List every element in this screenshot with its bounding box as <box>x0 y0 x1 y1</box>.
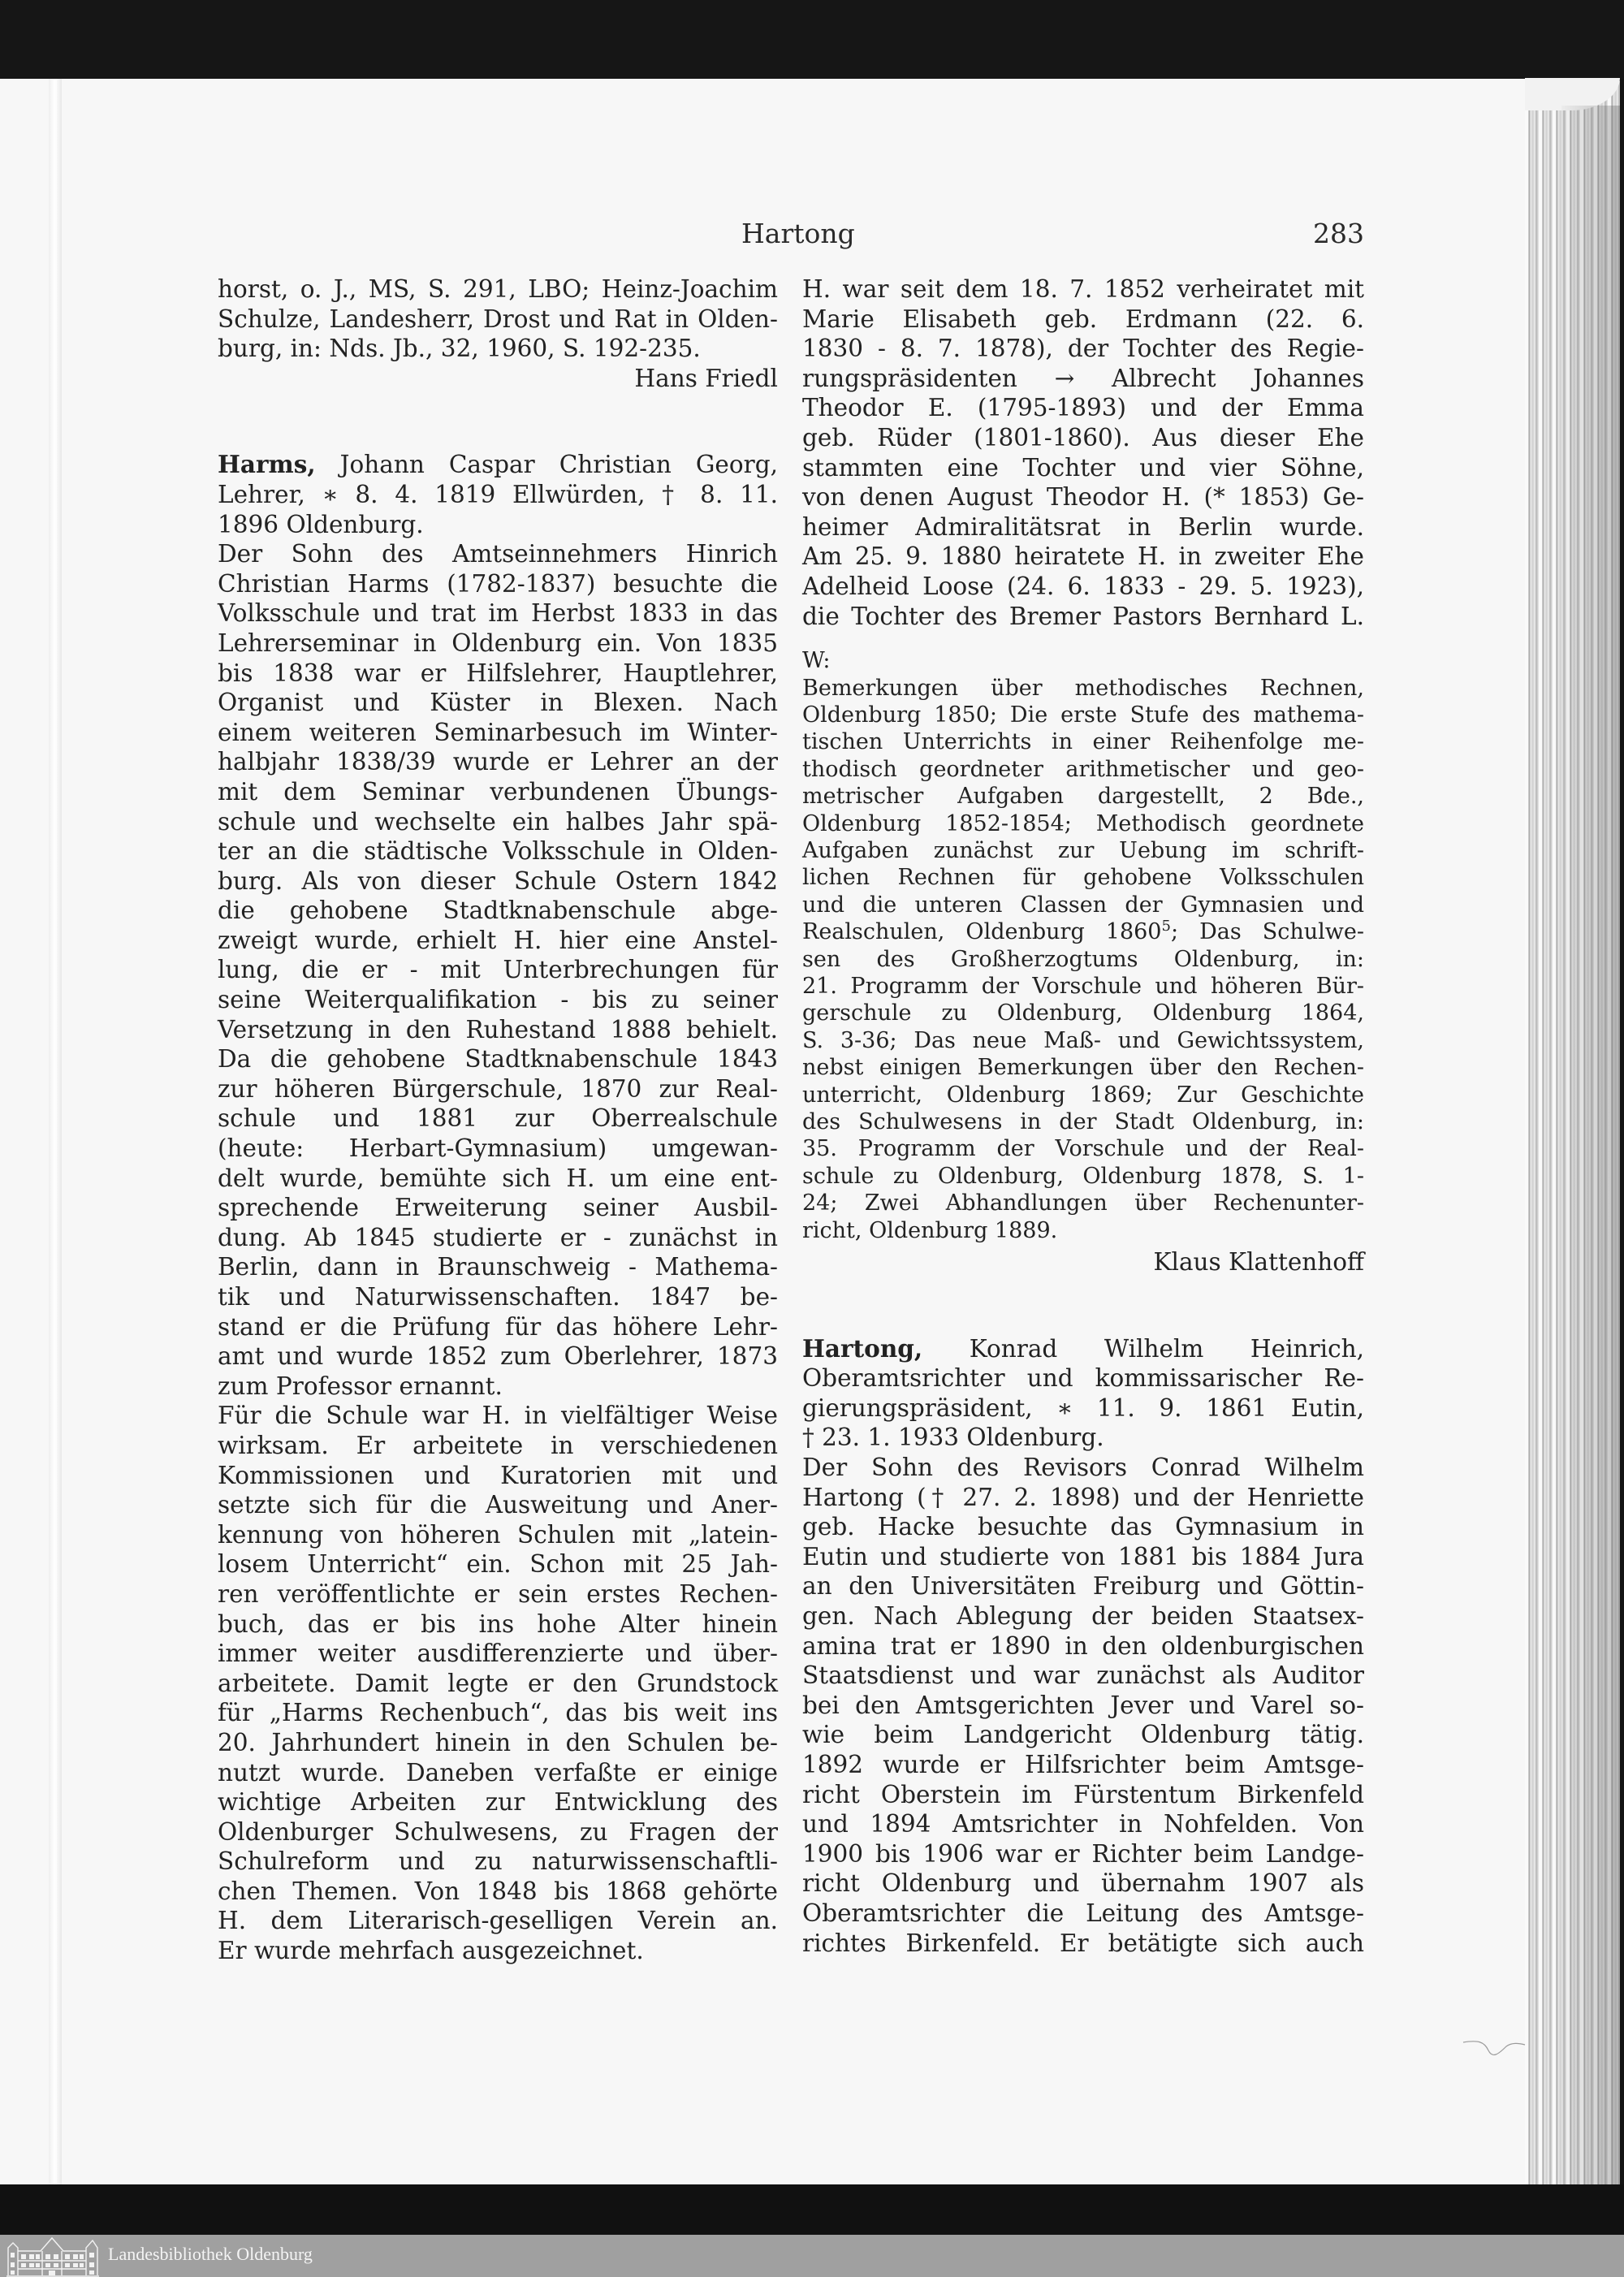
text-line: kennung von höheren Schulen mit „latein- <box>218 1520 778 1549</box>
text-line: wichtige Arbeiten zur Entwicklung des <box>218 1788 778 1817</box>
entry-author: Klaus Klattenhoff <box>1153 1248 1364 1277</box>
text-line: Staatsdienst und war zunächst als Auditor <box>802 1661 1364 1690</box>
text-line: wie beim Landgericht Oldenburg tätig. <box>802 1721 1364 1749</box>
works-line: gerschule zu Oldenburg, Oldenburg 1864, <box>802 1000 1364 1026</box>
text-line: 1892 wurde er Hilfsrichter beim Amtsge- <box>802 1750 1364 1778</box>
works-line: sen des Großherzogtums Oldenburg, in: <box>802 946 1364 972</box>
text-line: Hartong († 27. 2. 1898) und der Henriette <box>802 1483 1364 1511</box>
text-line: bei den Amtsgerichten Jever und Varel so- <box>802 1691 1364 1719</box>
edition-superscript: 5 <box>1161 918 1171 935</box>
works-line: richt, Oldenburg 1889. <box>802 1217 1058 1243</box>
text-line: (heute: Herbart-Gymnasium) umgewan- <box>218 1134 778 1163</box>
entry-harms-continued <box>802 274 1364 631</box>
works-line: 24; Zwei Abhandlungen über Rechenunter- <box>802 1190 1364 1216</box>
works-line: Oldenburg 1852-1854; Methodisch geordnete <box>802 810 1364 836</box>
text-line: zur höheren Bürgerschule, 1870 zur Real- <box>218 1074 778 1103</box>
works-line: nebst einigen Bemerkungen über den Rechen- <box>802 1055 1364 1081</box>
text-line: amina trat er 1890 in den oldenburgischen <box>802 1631 1364 1660</box>
text-line: delt wurde, bemühte sich H. um eine ent- <box>218 1164 778 1192</box>
text-line: H. war seit dem 18. 7. 1852 verheiratet mit <box>802 275 1364 303</box>
works-line: S. 3-36; Das neue Maß- und Gewichtssystem, <box>802 1027 1364 1053</box>
works-line: Realschulen, Oldenburg 1860$^5$; Das Schulwe- <box>802 918 1365 945</box>
text-line: Oberamtsrichter die Leitung des Amtsge- <box>802 1899 1364 1927</box>
entry-body <box>218 539 778 1966</box>
text-line: Volksschule und trat im Herbst 1833 in das <box>218 599 778 628</box>
page-edge-stack <box>1525 81 1620 2184</box>
works-line: thodisch geordneter arithmetischer und geo- <box>802 756 1364 782</box>
text-line: arbeitete. Damit legte er den Grundstock <box>218 1669 778 1697</box>
text-line: H. dem Literarisch-geselligen Verein an. <box>218 1907 778 1935</box>
text-line: zweigt wurde, erhielt H. hier eine Anstel- <box>218 926 778 954</box>
text-line: Da die gehobene Stadtknabenschule 1843 <box>218 1045 778 1074</box>
entry-harms <box>218 450 778 1965</box>
entry-heading-line: Hartong, Konrad Wilhelm Heinrich, <box>802 1333 1364 1363</box>
text-line: Marie Elisabeth geb. Erdmann (22. 6. <box>802 305 1364 333</box>
entry-heading-line: Lehrer, ∗ 8. 4. 1819 Ellwürden, † 8. 11. <box>218 480 778 508</box>
works-line: schule zu Oldenburg, Oldenburg 1878, S. 1- <box>802 1163 1364 1189</box>
text-line: heimer Admiralitätsrat in Berlin wurde. <box>802 512 1364 541</box>
library-name: Landesbibliothek Oldenburg <box>108 2244 313 2264</box>
text-line: Schulreform und zu naturwissenschaftli- <box>218 1847 778 1876</box>
text-line: burg, in: Nds. Jb., 32, 1960, S. 192-235. <box>218 335 701 363</box>
text-line: richt Oberstein im Fürstentum Birkenfeld <box>802 1780 1364 1808</box>
page-edge-shadow <box>1561 106 1620 2184</box>
page-number: 283 <box>1313 218 1364 249</box>
entry-body <box>802 1453 1364 1958</box>
text-line: dung. Ab 1845 studierte er - zunächst in <box>218 1223 778 1251</box>
text-line: Er wurde mehrfach ausgezeichnet. <box>218 1937 644 1965</box>
text-line: mit dem Seminar verbundenen Übungs- <box>218 777 778 806</box>
text-line: ren veröffentlichte er sein erstes Rechen- <box>218 1579 778 1608</box>
works-line: und die unteren Classen der Gymnasien und <box>802 892 1364 918</box>
text-line: gen. Nach Ablegung der beiden Staatsex- <box>802 1602 1364 1630</box>
text-line: schule und 1881 zur Oberrealschule <box>218 1104 778 1133</box>
text-line: bis 1838 war er Hilfslehrer, Hauptlehrer, <box>218 659 778 687</box>
running-header <box>218 218 1364 258</box>
library-building-icon <box>5 2236 101 2277</box>
left-column <box>218 274 778 1966</box>
text-line: 20. Jahrhundert hinein in den Schulen be- <box>218 1728 778 1756</box>
entry-heading-line: gierungspräsident, ∗ 11. 9. 1861 Eutin, <box>802 1393 1364 1422</box>
gutter-fold-line <box>55 79 57 2184</box>
works-list <box>802 647 1364 1244</box>
text-line: stand er die Prüfung für das höhere Lehr- <box>218 1312 778 1341</box>
scan-background-bottom <box>0 2184 1624 2235</box>
text-line: Oldenburger Schulwesens, zu Fragen der <box>218 1817 778 1846</box>
text-line: setzte sich für die Ausweitung und Aner- <box>218 1491 778 1519</box>
works-line: 35. Programm der Vorschule und der Real- <box>802 1136 1364 1162</box>
text-line: Organist und Küster in Blexen. Nach <box>218 689 778 717</box>
entry-headword: Hartong, <box>802 1333 923 1363</box>
text-line: 1900 bis 1906 war er Richter beim Landge- <box>802 1839 1364 1868</box>
previous-entry-bibliography <box>218 274 778 393</box>
works-line: des Schulwesens in der Stadt Oldenburg, in: <box>802 1109 1364 1135</box>
text-line: wirksam. Er arbeitete in verschiedenen <box>218 1431 778 1459</box>
text-line: seine Weiterqualifikation - bis zu seiner <box>218 986 778 1014</box>
text-line: sprechende Erweiterung seiner Ausbil- <box>218 1194 778 1222</box>
entry-heading-line: Harms, Johann Caspar Christian Georg, <box>218 450 778 479</box>
text-line: Theodor E. (1795-1893) und der Emma <box>802 394 1364 422</box>
entry-heading-line: 1896 Oldenburg. <box>218 510 424 538</box>
text-line: Am 25. 9. 1880 heiratete H. in zweiter Ehe <box>802 542 1364 571</box>
text-line: Eutin und studierte von 1881 bis 1884 Jura <box>802 1542 1364 1571</box>
works-line: Bemerkungen über methodisches Rechnen, <box>802 675 1364 701</box>
works-line: 21. Programm der Vorschule und höheren Bür- <box>802 974 1364 999</box>
text-line: die Tochter des Bremer Pastors Bernhard L. <box>802 602 1364 630</box>
text-line: 1830 - 8. 7. 1878), der Tochter des Regie- <box>802 335 1364 363</box>
text-line: richtes Birkenfeld. Er betätigte sich auch <box>802 1929 1364 1957</box>
text-line: geb. Hacke besuchte das Gymnasium in <box>802 1513 1364 1541</box>
works-line: Aufgaben zunächst zur Uebung im schrift- <box>802 837 1364 863</box>
text-line: Der Sohn des Amtseinnehmers Hinrich <box>218 540 778 568</box>
text-line: horst, o. J., MS, S. 291, LBO; Heinz-Joachim <box>218 275 778 303</box>
text-line: burg. Als von dieser Schule Ostern 1842 <box>218 866 778 895</box>
text-line: schule und wechselte ein halbes Jahr spä- <box>218 807 778 836</box>
text-line: ter an die städtische Volksschule in Olden- <box>218 837 778 866</box>
text-line: Adelheid Loose (24. 6. 1833 - 29. 5. 1923), <box>802 572 1364 600</box>
text-line: Kommissionen und Kuratorien mit und <box>218 1461 778 1489</box>
text-line: Christian Harms (1782-1837) besuchte die <box>218 569 778 598</box>
running-title: Hartong <box>741 218 855 249</box>
works-label: W: <box>802 648 831 674</box>
text-line: geb. Rüder (1801-1860). Aus dieser Ehe <box>802 423 1364 452</box>
text-line: zum Professor ernannt. <box>218 1372 503 1400</box>
text-line: die gehobene Stadtknabenschule abge- <box>218 897 778 925</box>
text-line: an den Universitäten Freiburg und Göttin- <box>802 1572 1364 1601</box>
text-line: von denen August Theodor H. (* 1853) Ge- <box>802 483 1364 512</box>
works-line: metrischer Aufgaben dargestellt, 2 Bde., <box>802 784 1364 810</box>
text-line: halbjahr 1838/39 wurde er Lehrer an der <box>218 748 778 776</box>
text-line: einem weiteren Seminarbesuch im Winter- <box>218 718 778 746</box>
text-line: rungspräsidenten → Albrecht Johannes <box>802 364 1364 392</box>
text-line: stammten eine Tochter und vier Söhne, <box>802 453 1364 482</box>
entry-headword: Harms, <box>218 450 316 479</box>
text-line: buch, das er bis ins hohe Alter hinein <box>218 1609 778 1638</box>
entry-heading-line: Oberamtsrichter und kommissarischer Re- <box>802 1364 1364 1393</box>
works-line: lichen Rechnen für gehobene Volksschulen <box>802 865 1364 891</box>
works-line: unterricht, Oldenburg 1869; Zur Geschichte <box>802 1082 1364 1108</box>
text-line: für „Harms Rechenbuch“, das bis weit ins <box>218 1699 778 1727</box>
text-line: amt und wurde 1852 zum Oberlehrer, 1873 <box>218 1342 778 1371</box>
text-line: Schulze, Landesherr, Drost und Rat in Olden- <box>218 305 778 333</box>
text-line: nutzt wurde. Daneben verfaßte er einige <box>218 1758 778 1787</box>
text-line: immer weiter ausdifferenzierte und über- <box>218 1640 778 1668</box>
works-line: Oldenburg 1850; Die erste Stufe des mathema- <box>802 702 1364 728</box>
entry-author: Hans Friedl <box>634 364 778 392</box>
pencil-mark <box>1462 2038 1527 2063</box>
text-line: Versetzung in den Ruhestand 1888 behielt. <box>218 1015 778 1043</box>
text-line: Berlin, dann in Braunschweig - Mathema- <box>218 1253 778 1281</box>
text-line: richt Oldenburg und übernahm 1907 als <box>802 1869 1364 1898</box>
text-line: lung, die er - mit Unterbrechungen für <box>218 956 778 984</box>
entry-heading-line: † 23. 1. 1933 Oldenburg. <box>802 1424 1104 1452</box>
text-line: und 1894 Amtsrichter in Nohfelden. Von <box>802 1810 1364 1838</box>
text-line: chen Themen. Von 1848 bis 1868 gehörte <box>218 1877 778 1905</box>
text-line: Lehrerseminar in Oldenburg ein. Von 1835 <box>218 629 778 657</box>
text-line: losem Unterricht“ ein. Schon mit 25 Jah- <box>218 1550 778 1579</box>
scan-background-top <box>0 0 1624 79</box>
text-line: Für die Schule war H. in vielfältiger Weise <box>218 1402 778 1430</box>
works-line: tischen Unterrichts in einer Reihenfolge me- <box>802 729 1364 755</box>
footer-bar <box>0 2235 1624 2277</box>
text-line: Der Sohn des Revisors Conrad Wilhelm <box>802 1454 1364 1482</box>
entry-hartong <box>802 1334 1364 1958</box>
right-column <box>802 274 1364 1958</box>
text-line: tik und Naturwissenschaften. 1847 be- <box>218 1283 778 1311</box>
